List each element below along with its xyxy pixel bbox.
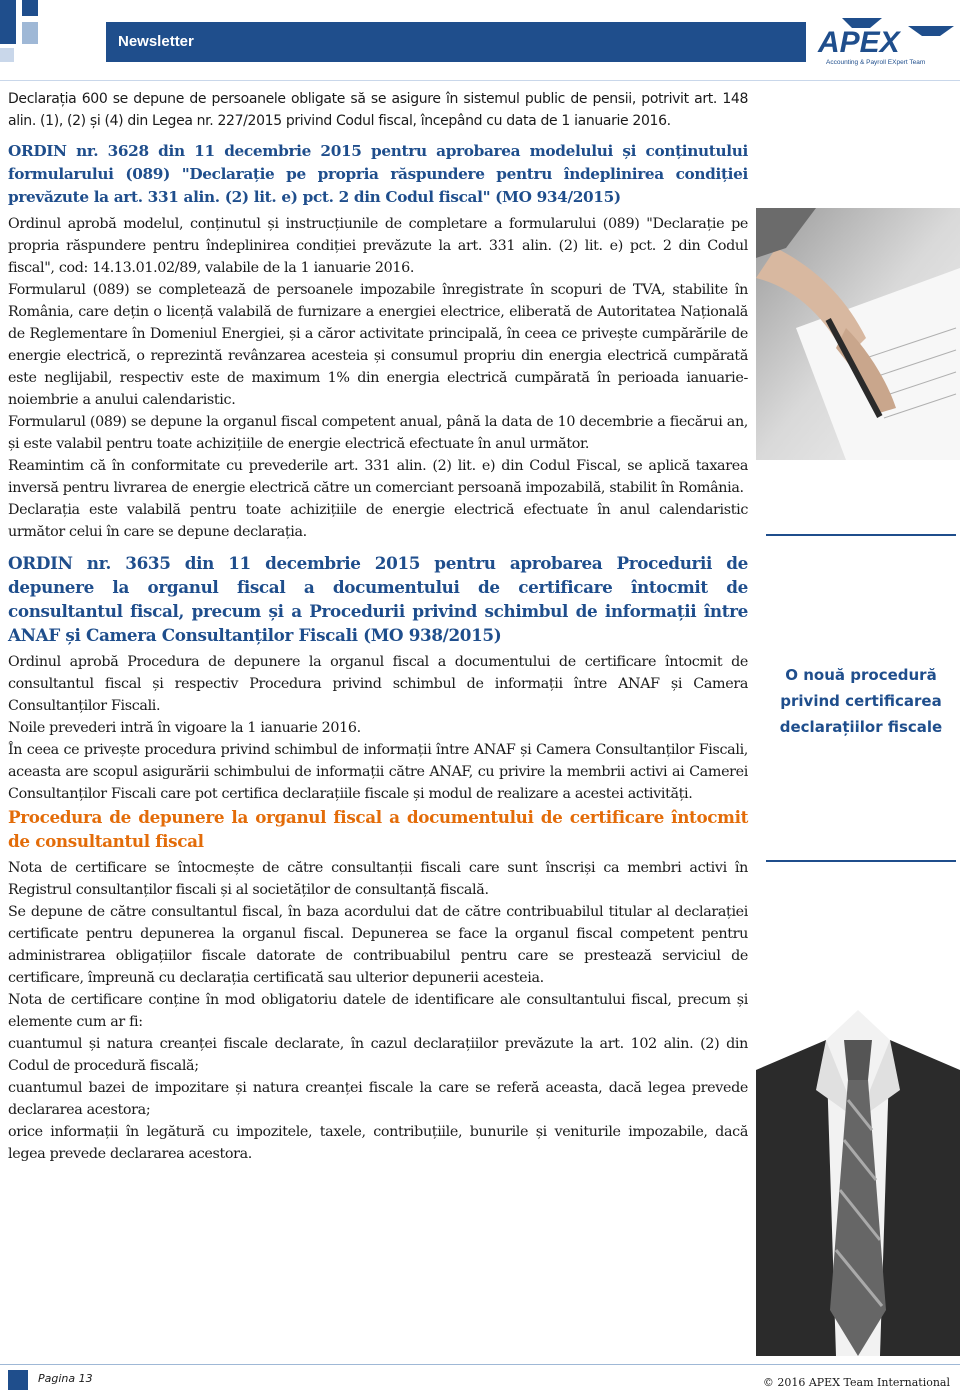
footer-divider (0, 1364, 960, 1365)
logo-text: APEX (818, 26, 900, 59)
side-caption: O nouă procedură privind certificarea declarațiilor fiscale (779, 666, 943, 736)
ordin-3628-paragraph: Formularul (089) se completează de persoanele impozabile înregistrate în scopuri de TVA, stabilite în România, care dețin o licență valabilă de furnizare a energiei electrice, eliberată de Autoritatea Națională de Reglementare în Domeniul Energiei, și a căror activitate principală, în ceea ce privește cumpărările de energie electrică, o reprezintă revânzarea acesteia și consumul propriu din energia electrică cumpărată este neglijabil, respectiv este de maximum 1% din energia electrică cumpărată în perioada ianuarie-noiembrie a anului calendaristic. (8, 282, 748, 408)
footer-square (8, 1370, 28, 1390)
ordin-3628-paragraph: Ordinul aprobă modelul, conținutul și instrucțiunile de completare a formularului (089) "Declarație pe propria răspundere pentru îndeplinirea condiției prevăzute la art. 331 alin. (2) lit. e) pct. 2 din Codul fiscal", cod: 14.13.01.02/89, valabile de la 1 ianuarie 2016. (8, 216, 748, 276)
procedure-list-item: orice informații în legătură cu impozitele, taxele, contribuțiile, bunurile și veniturile impozabile, dacă legea prevede declararea acestora. (8, 1124, 748, 1162)
procedure-paragraph: Nota de certificare se întocmește de către consultanții fiscali care sunt înscriși ca membri activi în Registrul consultanților fiscali și al societăților de consultanță fiscală. (8, 860, 748, 898)
header-divider (0, 80, 960, 81)
ordin-3628-paragraph: Reamintim că în conformitate cu prevederile art. 331 alin. (2) lit. e) din Codul Fiscal, se aplică taxarea inversă pentru livrarea de energie electrică către un comerciant persoană impozabilă, stabilit în România. (8, 458, 748, 496)
section-title-bar (106, 22, 806, 62)
decor-square (0, 0, 16, 44)
procedure-heading: Procedura de depunere la organul fiscal a documentului de certificare întocmit de consultantul fiscal (8, 807, 748, 851)
ordin-3628-paragraph: Formularul (089) se depune la organul fiscal competent anual, până la data de 10 decembrie a fiecărui an, și este valabil pentru toate achizițiile de energie electrică efectuate în anul următor. (8, 414, 748, 452)
page-header (0, 0, 960, 80)
section-title: Newsletter (118, 33, 194, 50)
logo-tagline: Accounting & Payroll EXpert Team (826, 59, 926, 66)
ordin-3635-heading: ORDIN nr. 3635 din 11 decembrie 2015 pentru aprobarea Procedurii de depunere la organul fiscal a documentului de certificare întocmit de consultantul fiscal, precum și a Procedurii privind schimbul de informații între ANAF și Camera Consultanților Fiscali (MO 938/2015) (8, 553, 748, 645)
businessman-tie-photo (756, 1010, 960, 1356)
ordin-3635-paragraph: Ordinul aprobă Procedura de depunere la organul fiscal a documentului de certificare întocmit de consultantul fiscal și respectiv Procedura privind schimbul de informații între ANAF și Camera Consultanților Fiscali. (8, 654, 748, 714)
procedure-list-item: cuantumul bazei de impozitare și natura creanței fiscale la care se referă aceasta, dacă legea prevede declararea acestora; (8, 1080, 748, 1118)
procedure-paragraph: Se depune de către consultantul fiscal, în baza acordului dat de către contribuabilul titular al declarației certificate pentru depunerea la organul fiscal. Depunerea se face la organul fiscal competent pentru administrarea obligațiilor fiscale datorate de contribuabilul pentru care se prestează serviciul de certificare, împreună cu declarația certificată sau ulterior depunerii acesteia. (8, 904, 748, 986)
decor-square (0, 48, 14, 62)
ordin-3628-paragraph: Declarația este valabilă pentru toate achizițiile de energie electrică efectuate în anul calendaristic următor celui în care se depune declarația. (8, 502, 748, 540)
ordin-3628-heading: ORDIN nr. 3628 din 11 decembrie 2015 pentru aprobarea modelului și conținutului formularului (089) "Declarație pe propria răspundere pentru îndeplinirea condiției prevăzute la art. 331 alin. (2) lit. e) pct. 2 din Codul fiscal" (MO 934/2015) (8, 142, 748, 206)
ordin-3635-paragraph: Noile prevederi intră în vigoare la 1 ianuarie 2016. (8, 720, 361, 736)
decor-square (22, 0, 38, 16)
intro-paragraph: Declarația 600 se depune de persoanele obligate să se asigure în sistemul public de pensii, potrivit art. 148 alin. (1), (2) și (4) din Legea nr. 227/2015 privind Codul fiscal, începând cu data de 1 ianuarie 2016. (8, 91, 748, 129)
procedure-paragraph: Nota de certificare conține în mod obligatoriu datele de identificare ale consultantului fiscal, precum și elemente cum ar fi: (8, 992, 748, 1030)
caption-divider-top (766, 534, 956, 536)
main-column (8, 88, 748, 1165)
decor-square (22, 22, 38, 44)
page-number: Pagina 13 (38, 1372, 93, 1385)
procedure-list-item: cuantumul și natura creanței fiscale declarate, în cazul declarațiilor prevăzute la art. 102 alin. (2) din Codul de procedură fiscală; (8, 1036, 748, 1074)
ordin-3635-paragraph: În ceea ce privește procedura privind schimbul de informații între ANAF și Camera Consultanților Fiscali, aceasta are scopul asigurării schimbului de informații către ANAF, cu privire la membrii activi ai Camerei Consultanților Fiscali care pot certifica declarațiile fiscale și modul de realizare a acestei activități. (8, 742, 748, 802)
apex-logo (812, 14, 960, 68)
copyright: © 2016 APEX Team International (762, 1376, 950, 1389)
signing-document-photo (756, 208, 960, 460)
caption-divider-bottom (766, 860, 956, 862)
